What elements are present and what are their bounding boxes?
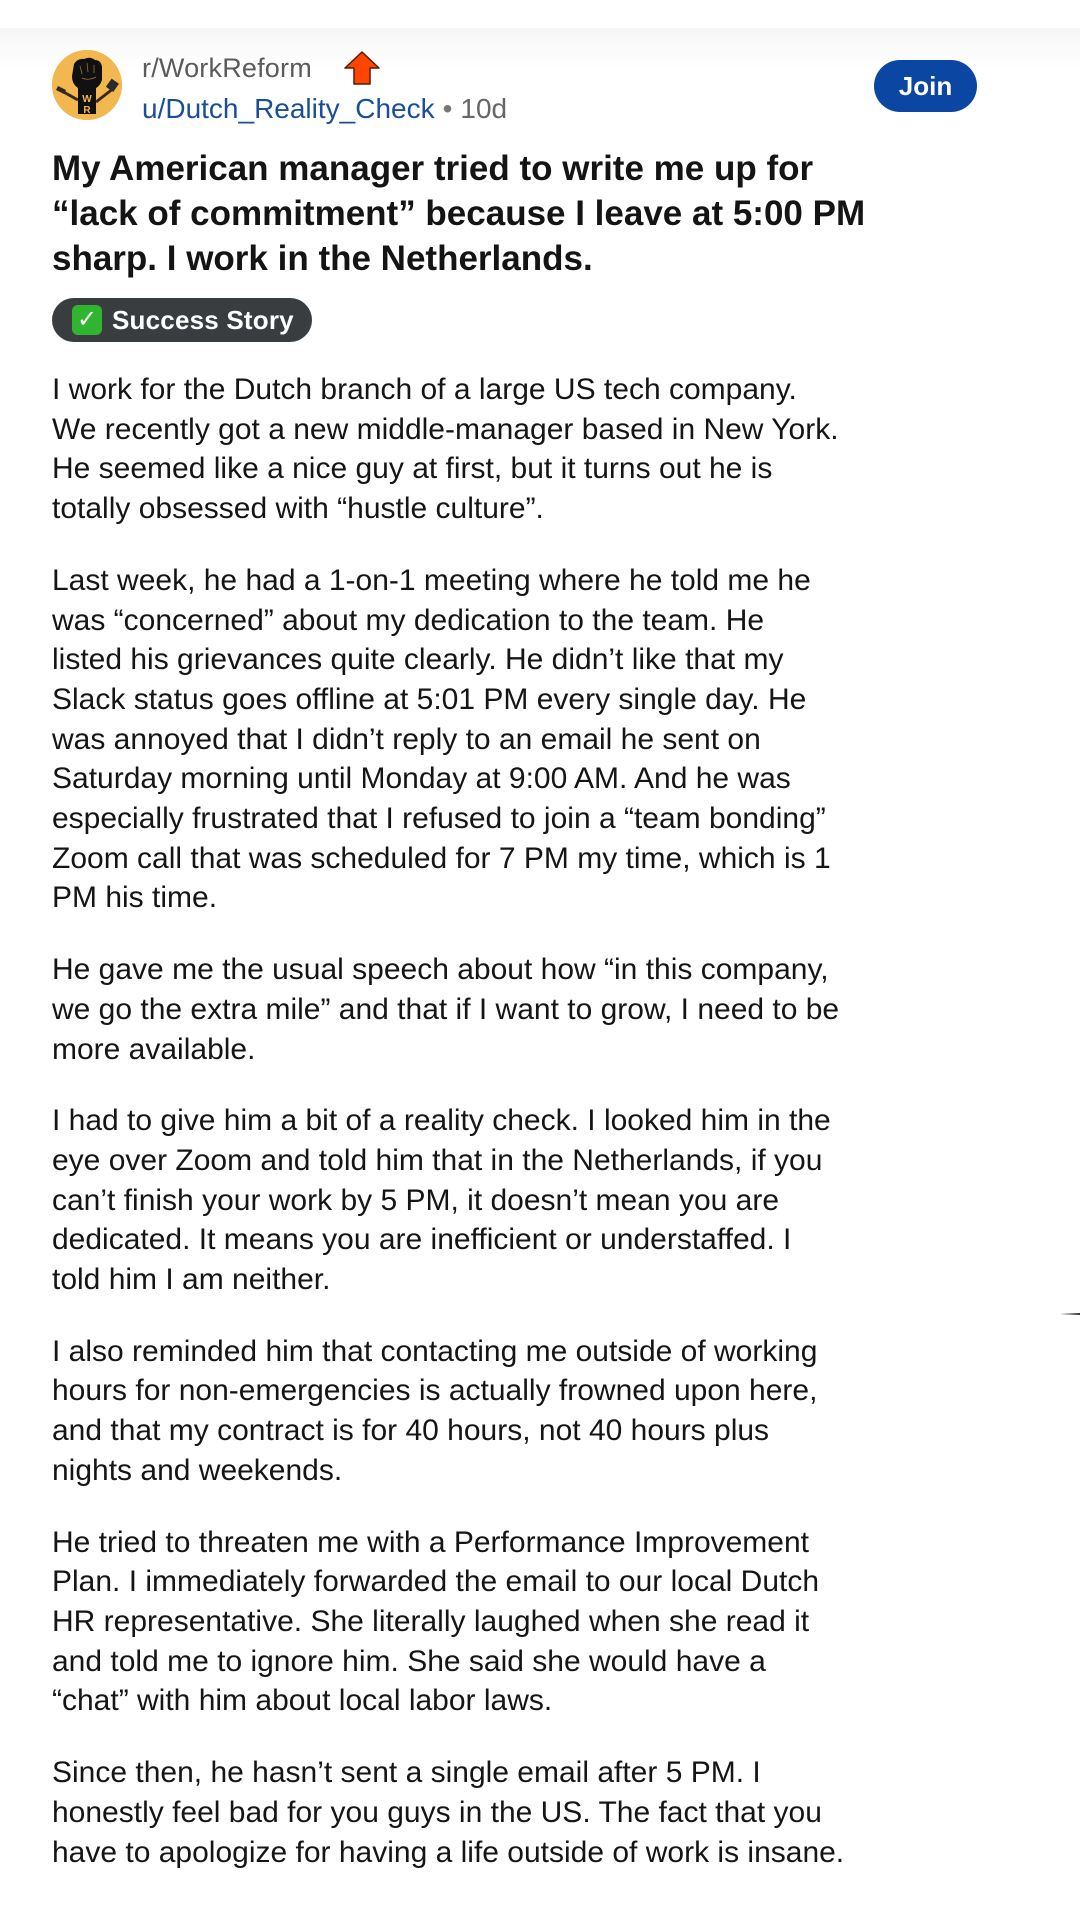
fist-logo-icon <box>52 50 122 120</box>
flair-label: Success Story <box>112 304 294 335</box>
upvote-arrow-icon <box>343 50 381 86</box>
title-line: sharp. I work in the Netherlands. <box>52 239 593 278</box>
post-age: 10d <box>460 93 508 124</box>
body-line: and told me to ignore him. She said she would have a <box>52 1644 766 1678</box>
body-line: I work for the Dutch branch of a large US tech company. <box>52 373 797 406</box>
body-paragraph <box>52 1101 1052 1300</box>
body-line: He seemed like a nice guy at first, but it turns out he is <box>52 452 773 486</box>
body-line: and that my contract is for 40 hours, not 40 hours plus <box>52 1414 770 1448</box>
subreddit-avatar[interactable] <box>52 50 122 120</box>
post-title[interactable] <box>52 146 1012 281</box>
body-line: eye over Zoom and told him that in the Netherlands, if you <box>52 1143 823 1177</box>
post-header <box>0 0 1080 130</box>
check-mark-icon: ✓ <box>72 305 102 335</box>
body-line: PM his time. <box>52 881 218 915</box>
post-flair[interactable] <box>52 298 312 342</box>
body-paragraph <box>52 370 1052 529</box>
post-meta <box>142 92 507 126</box>
meta-separator: • <box>442 93 453 124</box>
body-line: told him I am neither. <box>52 1263 331 1297</box>
body-line: Plan. I immediately forwarded the email to our local Dutch <box>52 1565 820 1599</box>
body-line: He gave me the usual speech about how “in this company, <box>52 953 829 987</box>
author-link[interactable]: u/Dutch_Reality_Check <box>142 93 435 124</box>
body-line: I also reminded him that contacting me outside of working <box>52 1334 818 1368</box>
body-line: was annoyed that I didn’t reply to an email he sent on <box>52 722 761 756</box>
edge-artifact-line <box>1060 1313 1080 1315</box>
title-line: My American manager tried to write me up for <box>52 149 814 188</box>
body-line: I had to give him a bit of a reality check. I looked him in the <box>52 1104 831 1138</box>
body-line: Zoom call that was scheduled for 7 PM my time, which is 1 <box>52 841 831 875</box>
body-paragraph <box>52 950 1052 1069</box>
body-line: Last week, he had a 1-on-1 meeting where he told me he <box>52 563 811 597</box>
body-line: Since then, he hasn’t sent a single email after 5 PM. I <box>52 1756 761 1790</box>
body-line: Slack status goes offline at 5:01 PM every single day. He <box>52 682 807 716</box>
body-line: Saturday morning until Monday at 9:00 AM. And he was <box>52 762 791 796</box>
body-line: nights and weekends. <box>52 1453 343 1487</box>
body-line: We recently got a new middle-manager based in New York. <box>52 412 839 446</box>
body-line: dedicated. It means you are inefficient or understaffed. I <box>52 1223 792 1257</box>
join-button[interactable]: Join <box>874 60 977 112</box>
body-line: especially frustrated that I refused to join a “team bonding” <box>52 802 826 836</box>
body-paragraph <box>52 1332 1052 1491</box>
body-line: listed his grievances quite clearly. He didn’t like that my <box>52 643 784 677</box>
subreddit-name[interactable]: r/WorkReform <box>142 53 312 83</box>
body-line: we go the extra mile” and that if I want to grow, I need to be <box>52 992 840 1026</box>
title-line: “lack of commitment” because I leave at 5:00 PM <box>52 194 866 233</box>
body-paragraph <box>52 561 1052 918</box>
svg-text:R: R <box>83 105 91 116</box>
body-line: HR representative. She literally laughed when she read it <box>52 1604 810 1638</box>
body-line: was “concerned” about my dedication to the team. He <box>52 603 765 637</box>
body-line: He tried to threaten me with a Performance Improvement <box>52 1525 810 1559</box>
body-line: can’t finish your work by 5 PM, it doesn’t mean you are <box>52 1183 780 1217</box>
body-line: hours for non-emergencies is actually frowned upon here, <box>52 1374 818 1408</box>
body-paragraph <box>52 1753 1052 1872</box>
body-line: honestly feel bad for you guys in the US. The fact that you <box>52 1795 822 1829</box>
body-line: “chat” with him about local labor laws. <box>52 1684 553 1718</box>
body-paragraph <box>52 1523 1052 1722</box>
body-line: totally obsessed with “hustle culture”. <box>52 492 544 526</box>
post-body <box>52 370 1052 1904</box>
body-line: more available. <box>52 1032 256 1066</box>
body-line: have to apologize for having a life outside of work is insane. <box>52 1835 845 1869</box>
svg-text:W: W <box>82 94 92 105</box>
